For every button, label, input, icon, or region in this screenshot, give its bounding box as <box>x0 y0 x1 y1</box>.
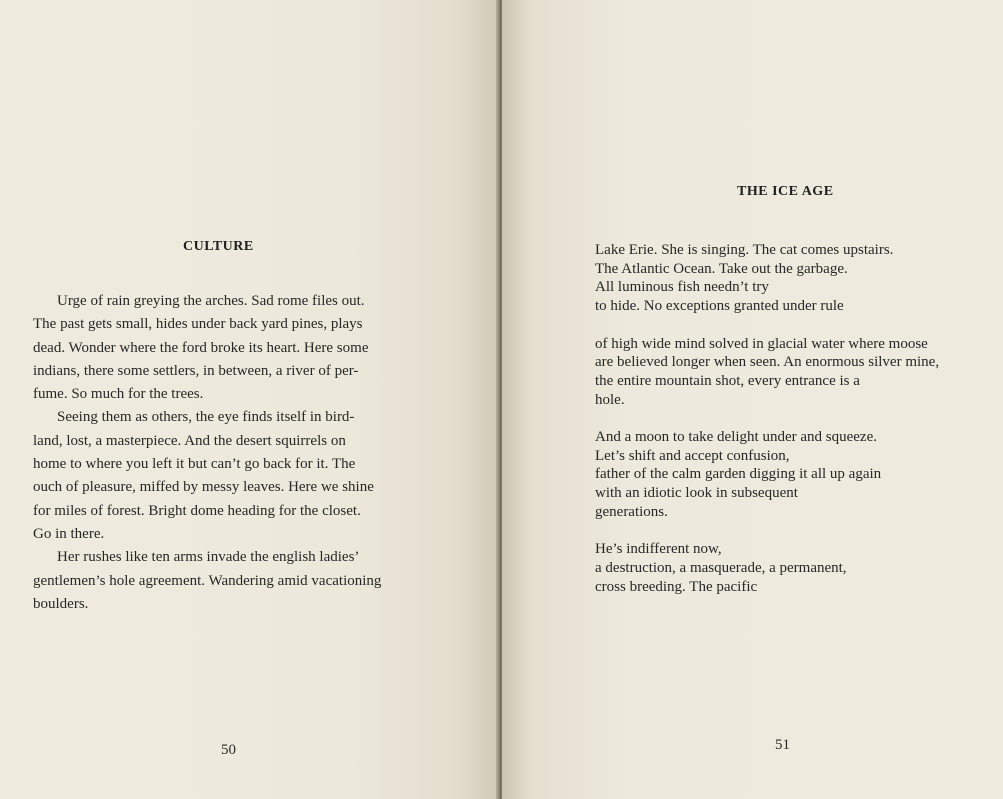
poem-line: of high wide mind solved in glacial water where moose <box>595 335 928 352</box>
left-page-title: CULTURE <box>183 239 254 254</box>
prose-line: boulders. <box>33 595 89 612</box>
poem-line: the entire mountain shot, every entrance is a <box>595 372 860 389</box>
prose-line: dead. Wonder where the ford broke its heart. Here some <box>33 339 369 356</box>
poem-line: father of the calm garden digging it all up again <box>595 466 882 483</box>
prose-line: indians, there some settlers, in between, a river of per- <box>33 362 359 379</box>
poem-line: And a moon to take delight under and squeeze. <box>595 429 877 445</box>
right-page-title: THE ICE AGE <box>737 184 834 199</box>
poem-line: Lake Erie. She is singing. The cat comes upstairs. <box>595 242 894 258</box>
poem-line: Let’s shift and accept confusion, <box>595 447 790 464</box>
poem-stanza-1 <box>595 241 995 316</box>
poem-line: to hide. No exceptions granted under rule <box>595 298 844 315</box>
poem-line: a destruction, a masquerade, a permanent, <box>595 559 847 576</box>
left-page <box>0 0 498 799</box>
poem-line: The Atlantic Ocean. Take out the garbage. <box>595 260 848 277</box>
prose-paragraph-2 <box>33 406 405 546</box>
prose-line: gentlemen’s hole agreement. Wandering amid vacationing <box>33 572 382 589</box>
prose-line: home to where you left it but can’t go back for it. The <box>33 456 356 473</box>
prose-line: The past gets small, hides under back yard pines, plays <box>33 316 363 333</box>
poem-stanza-2 <box>595 335 995 410</box>
prose-line: ouch of pleasure, miffed by messy leaves. Here we shine <box>33 479 374 496</box>
prose-line: Go in there. <box>33 525 105 542</box>
culture-prose <box>33 290 405 616</box>
poem-stanza-4 <box>595 540 995 596</box>
poem-line: hole. <box>595 391 625 408</box>
prose-line: Seeing them as others, the eye finds itself in bird- <box>57 409 355 426</box>
poem-line: All luminous fish needn’t try <box>595 279 769 296</box>
poem-line: with an idiotic look in subsequent <box>595 485 798 502</box>
prose-paragraph-1 <box>33 290 405 406</box>
right-page <box>502 0 1003 799</box>
poem-line: are believed longer when seen. An enormous silver mine, <box>595 354 940 371</box>
poem-line: generations. <box>595 503 668 520</box>
poem-line: He’s indifferent now, <box>595 541 722 558</box>
prose-line: for miles of forest. Bright dome heading for the closet. <box>33 502 361 519</box>
prose-line: Her rushes like ten arms invade the english ladies’ <box>57 549 360 566</box>
left-page-number: 50 <box>221 742 236 758</box>
poem-stanza-3 <box>595 428 995 522</box>
prose-line: land, lost, a masterpiece. And the desert squirrels on <box>33 432 346 449</box>
ice-age-poem <box>595 241 995 615</box>
right-page-number: 51 <box>775 737 790 753</box>
prose-paragraph-3 <box>33 546 405 616</box>
poem-line: cross breeding. The pacific <box>595 578 758 595</box>
prose-line: Urge of rain greying the arches. Sad rome files out. <box>57 293 365 309</box>
prose-line: fume. So much for the trees. <box>33 386 204 403</box>
